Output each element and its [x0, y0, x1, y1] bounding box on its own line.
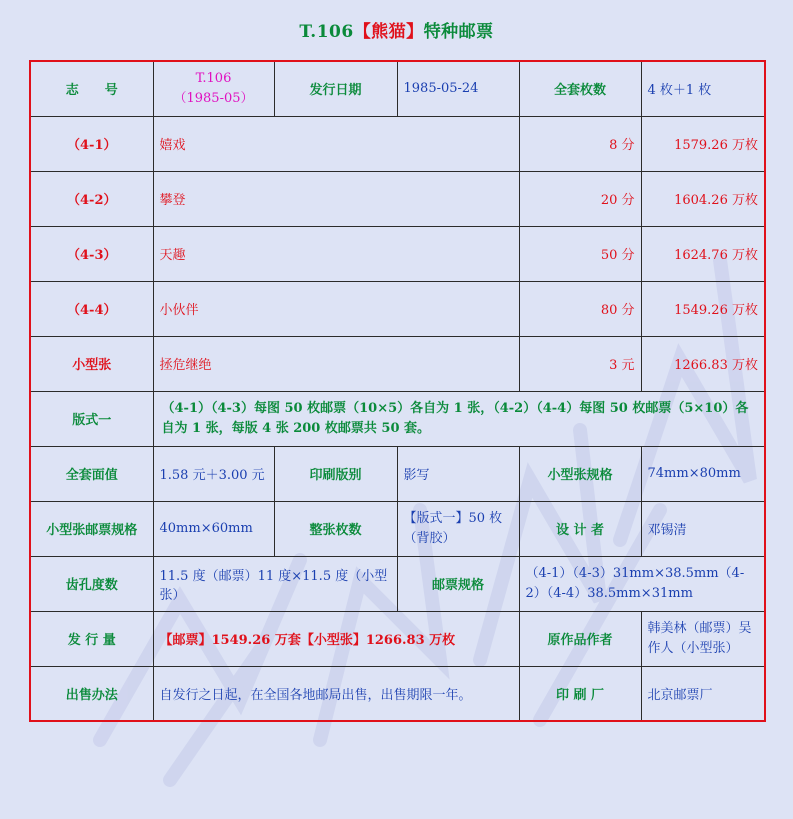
- print-type-value: 影写: [397, 446, 519, 501]
- title-highlight: 【熊猫】: [353, 22, 424, 42]
- artist-value: 韩美林（邮票）吴作人（小型张）: [641, 611, 765, 666]
- stamp-size-value: （4-1）（4-3）31mm×38.5mm（4-2）（4-4）38.5mm×31mm: [519, 556, 765, 611]
- zhihao-label: 志 号: [30, 61, 153, 116]
- stamp-code-cell: （4-4）: [30, 281, 153, 336]
- stamp-face-cell: 20 分: [519, 171, 641, 226]
- issue-qty-label: 发 行 量: [30, 611, 153, 666]
- table-row-souvenir-sheet: [30, 336, 765, 391]
- artist-label: 原作品作者: [519, 611, 641, 666]
- stamp-qty-cell: 1604.26 万枚: [641, 171, 765, 226]
- page-title: [0, 17, 793, 42]
- set-count-value: 4 枚＋1 枚: [641, 61, 765, 116]
- table-row-header: [30, 61, 765, 116]
- table-row-perf: [30, 556, 765, 611]
- stamp-name-cell: 小伙伴: [153, 281, 519, 336]
- designer-value: 邓锡清: [641, 501, 765, 556]
- format-label: 版式一: [30, 391, 153, 446]
- stamp-name-cell: 攀登: [153, 171, 519, 226]
- sale-method-value: 自发行之日起，在全国各地邮局出售，出售期限一年。: [153, 666, 519, 721]
- ss-size-label: 小型张规格: [519, 446, 641, 501]
- stamp-face-cell: 3 元: [519, 336, 641, 391]
- issue-qty-value: 【邮票】1549.26 万套【小型张】1266.83 万枚: [153, 611, 519, 666]
- stamp-qty-cell: 1579.26 万枚: [641, 116, 765, 171]
- printer-label: 印 刷 厂: [519, 666, 641, 721]
- ss-stamp-size-value: 40mm×60mm: [153, 501, 274, 556]
- stamp-code-cell: （4-1）: [30, 116, 153, 171]
- stamp-name-cell: 天趣: [153, 226, 519, 281]
- stamp-code-line1: T.106: [195, 70, 232, 86]
- table-row-ss: [30, 501, 765, 556]
- sheet-count-label: 整张枚数: [274, 501, 397, 556]
- designer-label: 设 计 者: [519, 501, 641, 556]
- stamp-name-cell: 拯危继绝: [153, 336, 519, 391]
- sale-method-label: 出售办法: [30, 666, 153, 721]
- table-row-format: [30, 391, 765, 446]
- printer-value: 北京邮票厂: [641, 666, 765, 721]
- table-row-stamp: [30, 171, 765, 226]
- stamp-info-table: [29, 60, 766, 722]
- table-row-stamp: [30, 116, 765, 171]
- stamp-qty-cell: 1549.26 万枚: [641, 281, 765, 336]
- stamp-name-cell: 嬉戏: [153, 116, 519, 171]
- table-row-sale: [30, 666, 765, 721]
- face-total-label: 全套面值: [30, 446, 153, 501]
- title-prefix: T.106: [299, 22, 354, 42]
- issue-date-label: 发行日期: [274, 61, 397, 116]
- stamp-face-cell: 50 分: [519, 226, 641, 281]
- issue-date-value: 1985-05-24: [397, 61, 519, 116]
- stamp-size-label: 邮票规格: [397, 556, 519, 611]
- ss-stamp-size-label: 小型张邮票规格: [30, 501, 153, 556]
- set-count-label: 全套枚数: [519, 61, 641, 116]
- stamp-face-cell: 80 分: [519, 281, 641, 336]
- format-value: （4-1）（4-3）每图 50 枚邮票（10×5）各自为 1 张，（4-2）（4-4）每图 50 枚邮票（5×10）各自为 1 张，每版 4 张 200 枚邮票共 50 套。: [153, 391, 765, 446]
- table-row-issue: [30, 611, 765, 666]
- title-suffix: 特种邮票: [423, 22, 494, 42]
- sheet-count-value: 【版式一】50 枚（背胶）: [397, 501, 519, 556]
- stamp-qty-cell: 1266.83 万枚: [641, 336, 765, 391]
- ss-size-value: 74mm×80mm: [641, 446, 765, 501]
- stamp-code-line2: （1985-05）: [173, 90, 254, 106]
- stamp-qty-cell: 1624.76 万枚: [641, 226, 765, 281]
- stamp-code-cell: 小型张: [30, 336, 153, 391]
- table-row-stamp: [30, 226, 765, 281]
- stamp-code-cell: （4-2）: [30, 171, 153, 226]
- stamp-code: [153, 61, 274, 116]
- perforation-label: 齿孔度数: [30, 556, 153, 611]
- face-total-value: 1.58 元＋3.00 元: [153, 446, 274, 501]
- perforation-value: 11.5 度（邮票）11 度×11.5 度（小型张）: [153, 556, 397, 611]
- table-row-face: [30, 446, 765, 501]
- stamp-face-cell: 8 分: [519, 116, 641, 171]
- stamp-code-cell: （4-3）: [30, 226, 153, 281]
- print-type-label: 印刷版别: [274, 446, 397, 501]
- table-row-stamp: [30, 281, 765, 336]
